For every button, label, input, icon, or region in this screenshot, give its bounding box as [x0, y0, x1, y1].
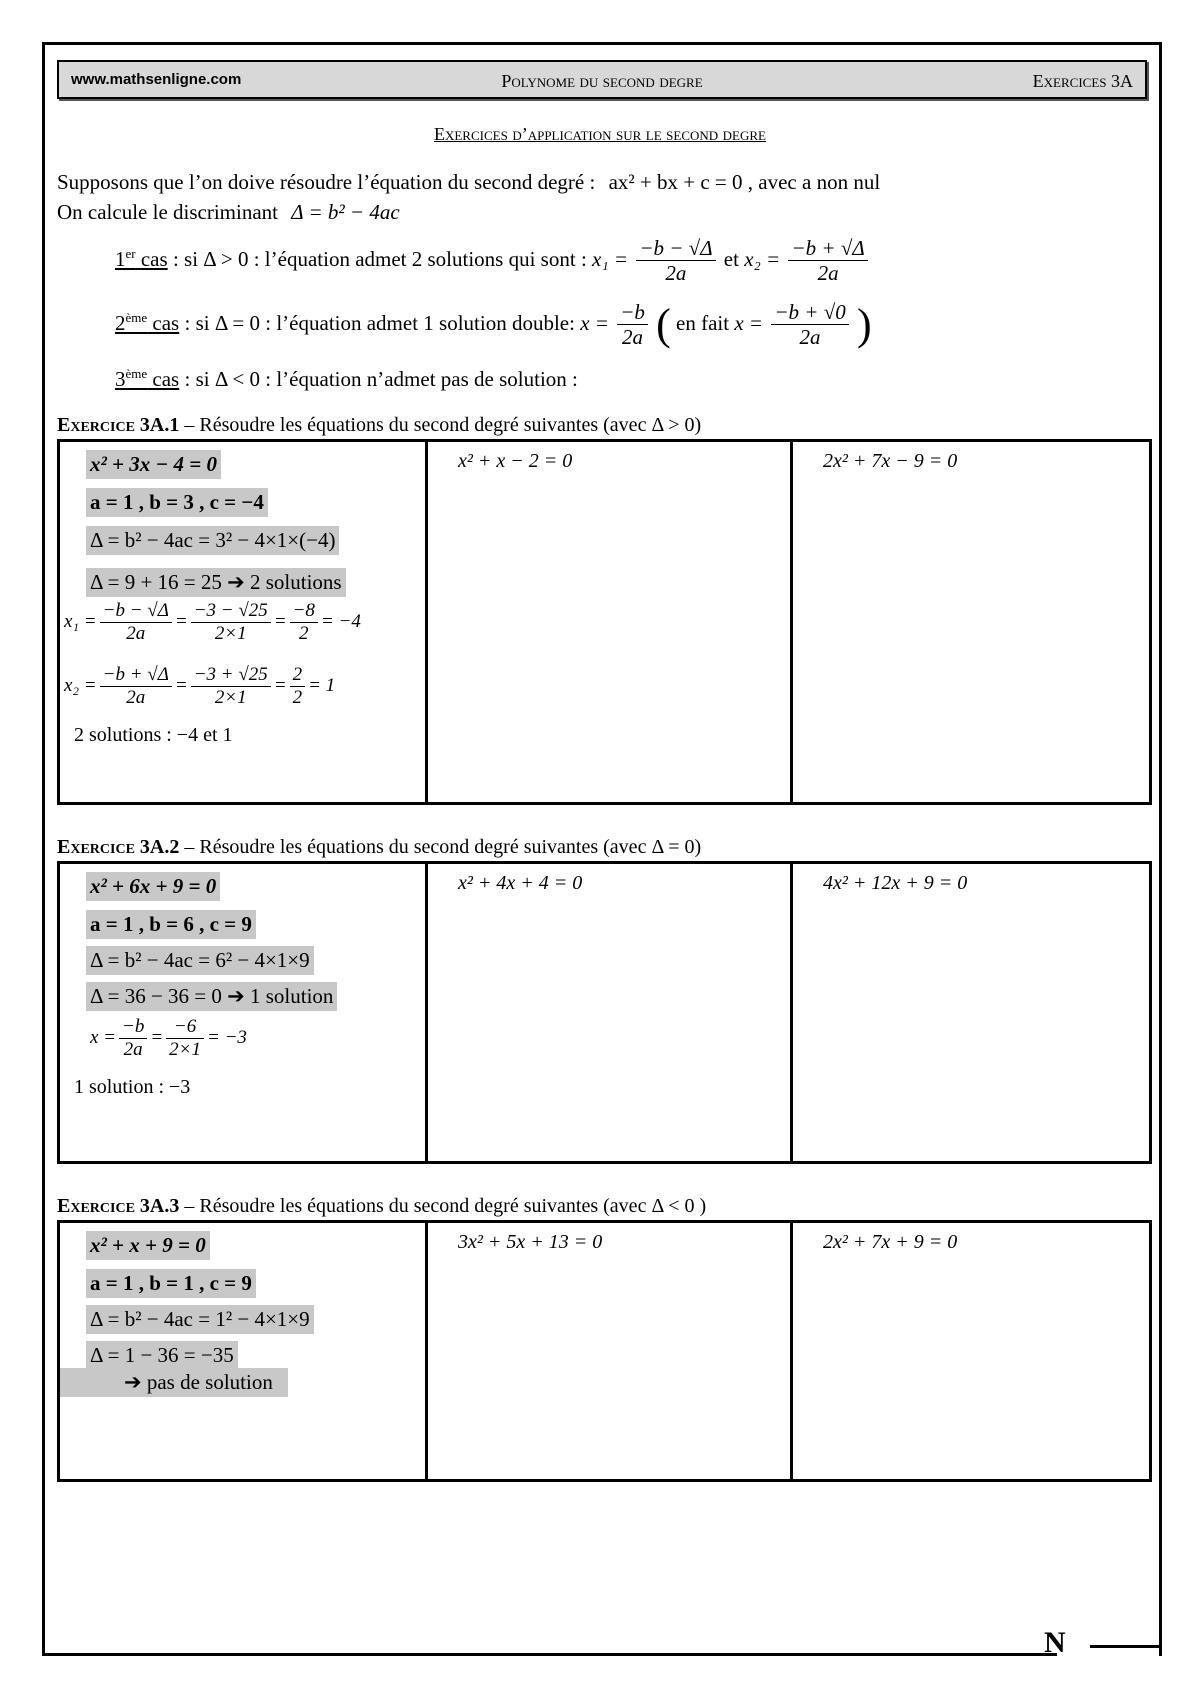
case-3	[115, 366, 578, 392]
example-3-delta: Δ = b² − 4ac = 1² − 4×1×9	[86, 1305, 314, 1334]
header-title: Polynome du second degre	[501, 71, 703, 91]
exercise-2-label: Exercice 3A.2	[57, 836, 180, 858]
exercise-3-equation-2: 3x² + 5x + 13 = 0	[458, 1231, 603, 1253]
exercise-1-label: Exercice 3A.1	[57, 414, 180, 436]
exercise-3-example-cell	[60, 1223, 425, 1479]
example-1-x2: x₂ = $\frac{-b + √\Delta}{2a}$ = $\frac{-3 + √25}{2\times 1}$ = $\frac{2}{2}$ = 1	[64, 664, 336, 708]
case-2-right-paren: )	[856, 300, 872, 350]
exercise-3-cell-2[interactable]	[425, 1223, 790, 1479]
case-2-aside-prefix: x =	[734, 310, 764, 335]
exercise-3-equation-3: 2x² + 7x + 9 = 0	[823, 1231, 958, 1253]
exercise-2-table	[57, 861, 1152, 1164]
exercise-3-table	[57, 1220, 1152, 1482]
arrow-icon: ➔ 2 solutions	[227, 570, 342, 594]
exercise-2-cell-2[interactable]	[425, 864, 790, 1161]
exercise-3-title	[57, 1195, 706, 1218]
intro-line-1	[57, 170, 880, 195]
case-1-x2-prefix: x₂ =	[744, 246, 781, 271]
case-2-condition: : si Δ = 0 : l’équation admet 1 solution double:	[184, 310, 575, 335]
case-2	[115, 300, 872, 350]
case-3-label: 3ème cas	[115, 366, 180, 391]
example-2-conclusion: 1 solution : −3	[74, 1076, 191, 1098]
intro-line-2	[57, 200, 400, 225]
case-1-connector: et	[723, 246, 739, 271]
exercise-2-equation-3: 4x² + 12x + 9 = 0	[823, 872, 968, 894]
example-1-delta: Δ = b² − 4ac = 3² − 4×1×(−4)	[86, 526, 339, 555]
case-1-x2-fraction: $\frac{-b + √\Delta}{2a}$	[788, 236, 867, 286]
case-2-aside-text: en fait	[676, 310, 730, 335]
exercise-2-cell-3[interactable]	[790, 864, 1149, 1161]
exercise-1-example-cell	[60, 442, 425, 802]
intro-discriminant-text: On calcule le discriminant	[57, 200, 279, 224]
case-1-condition: : si Δ > 0 : l’équation admet 2 solutions qui sont :	[172, 246, 587, 271]
intro-text: Supposons que l’on doive résoudre l’équation du second degré :	[57, 170, 596, 194]
intro-discriminant-formula: Δ = b² − 4ac	[291, 200, 400, 224]
page-bottom-border	[42, 1653, 1057, 1656]
example-2-delta-value: Δ = 36 − 36 = 0 ➔ 1 solution	[86, 982, 337, 1011]
case-1-x1-fraction: $\frac{-b - √\Delta}{2a}$	[636, 236, 715, 286]
example-3-no-solution: ➔ pas de solution	[60, 1368, 288, 1397]
exercise-1-equation-3: 2x² + 7x − 9 = 0	[823, 450, 958, 472]
example-3-coefficients: a = 1 , b = 1 , c = 9	[86, 1269, 256, 1298]
exercise-2-description: – Résoudre les équations du second degré suivantes (avec Δ = 0)	[184, 836, 702, 858]
exercise-2-equation-2: x² + 4x + 4 = 0	[458, 872, 583, 894]
case-1-label: 1er cas	[115, 245, 168, 271]
exercise-1-table	[57, 439, 1152, 805]
example-2-delta: Δ = b² − 4ac = 6² − 4×1×9	[86, 946, 314, 975]
header-site-link[interactable]: www.mathsenligne.com	[71, 71, 242, 88]
page-title: Exercices d’application sur le second degre	[433, 124, 766, 144]
example-1-coefficients: a = 1 , b = 3 , c = −4	[86, 488, 268, 517]
intro-text-end: , avec a non nul	[747, 170, 881, 194]
exercise-3-label: Exercice 3A.3	[57, 1195, 180, 1217]
case-3-condition: : si Δ < 0 : l’équation n’admet pas de solution :	[184, 367, 578, 391]
exercise-1-cell-2[interactable]	[425, 442, 790, 802]
exercise-2-example-cell	[60, 864, 425, 1161]
example-3-equation: x² + x + 9 = 0	[86, 1231, 210, 1260]
arrow-icon: ➔ 1 solution	[227, 984, 334, 1008]
example-1-conclusion: 2 solutions : −4 et 1	[74, 724, 233, 746]
case-2-aside-fraction: $\frac{-b + √0}{2a}$	[771, 300, 848, 350]
example-3-delta-value: Δ = 1 − 36 = −35	[86, 1341, 238, 1370]
case-2-x-fraction: $\frac{-b}{2a}$	[617, 300, 648, 350]
example-2-x: x = $\frac{-b}{2a}$ = $\frac{-6}{2\times 1}$ = −3	[90, 1016, 247, 1060]
example-1-delta-value: Δ = 9 + 16 = 25 ➔ 2 solutions	[86, 568, 346, 597]
intro-equation: ax² + bx + c = 0	[608, 170, 743, 194]
example-1-x1: x₁ = $\frac{-b - √\Delta}{2a}$ = $\frac{-3 - √25}{2\times 1}$ = $\frac{-8}{2}$ = −4	[64, 600, 361, 644]
case-2-label: 2ème cas	[115, 309, 180, 335]
page-corner-mark: N	[1044, 1626, 1066, 1659]
exercise-1-equation-2: x² + x − 2 = 0	[458, 450, 573, 472]
exercise-1-title	[57, 414, 701, 437]
header-bar	[57, 60, 1147, 99]
case-1	[115, 236, 871, 286]
example-2-equation: x² + 6x + 9 = 0	[86, 872, 220, 901]
exercise-3-cell-3[interactable]	[790, 1223, 1149, 1479]
header-exercises-label: Exercices 3A	[1032, 71, 1133, 91]
case-2-x-prefix: x =	[580, 310, 609, 335]
exercise-1-description: – Résoudre les équations du second degré suivantes (avec Δ > 0)	[184, 414, 702, 436]
exercise-3-description: – Résoudre les équations du second degré suivantes (avec Δ < 0 )	[184, 1195, 707, 1217]
example-1-equation: x² + 3x − 4 = 0	[86, 450, 221, 479]
page-bottom-border-right	[1090, 1645, 1162, 1648]
case-1-x1-prefix: x₁ =	[592, 246, 629, 271]
exercise-2-title	[57, 836, 701, 859]
example-2-coefficients: a = 1 , b = 6 , c = 9	[86, 910, 256, 939]
exercise-1-cell-3[interactable]	[790, 442, 1149, 802]
case-2-left-paren: (	[656, 300, 671, 350]
